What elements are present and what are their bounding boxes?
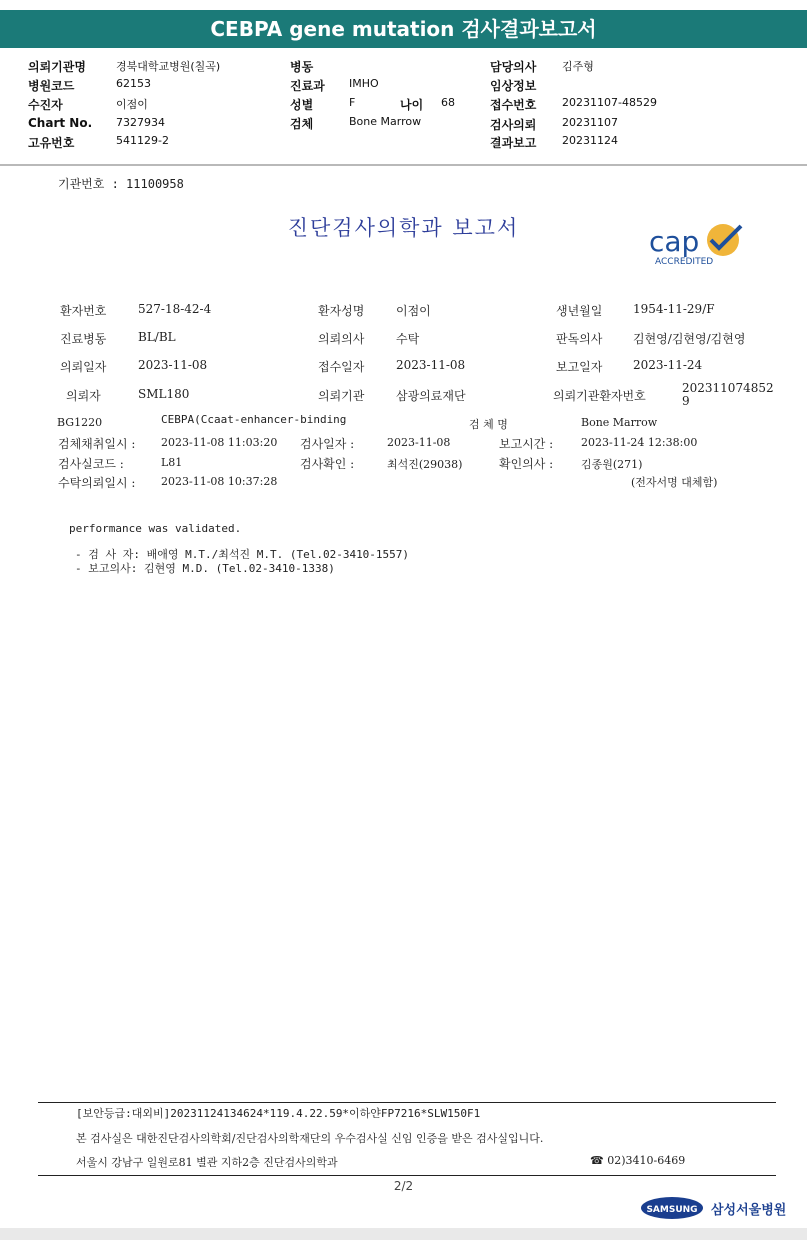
test-value: 2023-11-08: [387, 436, 451, 449]
test-name: CEBPA(Ccaat-enhancer-binding: [161, 413, 347, 426]
header-label: 수진자: [28, 98, 63, 112]
org-number: 기관번호 : 11100958: [58, 177, 184, 191]
header-value: 62153: [116, 77, 151, 90]
header-value: 이점이: [116, 98, 148, 111]
header-label: 성별: [290, 98, 314, 112]
header-label: 결과보고: [490, 136, 537, 150]
patient-value: 이점이: [396, 304, 431, 318]
tester-line: - 검 사 자: 배애영 M.T./최석진 M.T. (Tel.02-3410-1557): [75, 548, 410, 561]
header-value: IMHO: [349, 77, 379, 90]
patient-value: SML180: [138, 387, 190, 401]
patient-label: 접수일자: [318, 360, 365, 374]
test-code: BG1220: [57, 416, 103, 429]
test-label: 확인의사 :: [499, 457, 554, 471]
header-label: Chart No.: [28, 116, 93, 130]
test-label: 검사실코드 :: [58, 457, 124, 471]
test-value: 최석진(29038): [387, 458, 463, 471]
cap-logo-text: cap: [649, 225, 700, 258]
test-label: 수탁의뢰일시 :: [58, 476, 136, 490]
header-value: 7327934: [116, 116, 165, 129]
test-label: 검사일자 :: [300, 437, 355, 451]
header-label: 나이: [400, 98, 424, 112]
cert-line: 본 검사실은 대한진단검사의학회/진단검사의학재단의 우수검사실 신임 인증을 받은 검사실입니다.: [76, 1132, 544, 1145]
test-value: 2023-11-08 10:37:28: [161, 475, 278, 488]
hospital-name: 삼성서울병원: [711, 1203, 787, 1218]
test-value: 김종원(271): [581, 458, 643, 471]
samsung-logo: [640, 1196, 704, 1220]
header-value: F: [349, 96, 356, 109]
cap-accredited-logo: [647, 220, 757, 268]
test-label: 보고시간 :: [499, 437, 554, 451]
test-value: 2023-11-08 11:03:20: [161, 436, 278, 449]
header-divider: [0, 164, 807, 166]
patient-value: BL/BL: [138, 330, 176, 344]
patient-value: 2023-11-08: [138, 358, 208, 372]
phone-line: ☎ 02)3410-6469: [590, 1154, 686, 1167]
report-banner-title: CEBPA gene mutation 검사결과보고서: [0, 10, 807, 48]
patient-value: 2023-11-08: [396, 358, 466, 372]
header-value: 20231124: [562, 134, 618, 147]
reporter-line: - 보고의사: 김현영 M.D. (Tel.02-3410-1338): [75, 562, 335, 575]
esign-note: (전자서명 대체함): [631, 476, 718, 489]
patient-label: 판독의사: [556, 332, 603, 346]
header-value: Bone Marrow: [349, 115, 422, 128]
patient-label: 의뢰의사: [318, 332, 365, 346]
address-line: 서울시 강남구 일원로81 별관 지하2층 진단검사의학과: [76, 1156, 338, 1169]
patient-label: 보고일자: [556, 360, 603, 374]
patient-value: 2023-11-24: [633, 358, 703, 372]
patient-label: 의뢰기관환자번호: [553, 389, 646, 403]
test-label: 검사확인 :: [300, 457, 355, 471]
patient-label: 환자성명: [318, 304, 365, 318]
patient-label: 의뢰기관: [318, 389, 365, 403]
header-label: 담당의사: [490, 60, 537, 74]
patient-label: 의뢰일자: [60, 360, 107, 374]
test-value: L81: [161, 456, 183, 469]
patient-label: 의뢰자: [66, 389, 101, 403]
patient-value: 수탁: [396, 332, 420, 346]
header-label: 병원코드: [28, 79, 75, 93]
patient-value: 202311074852: [682, 381, 774, 395]
header-value: 541129-2: [116, 134, 169, 147]
header-label: 접수번호: [490, 98, 537, 112]
patient-value: 527-18-42-4: [138, 302, 212, 316]
header-label: 검체: [290, 117, 314, 131]
security-line: [보안등급:대외비]20231124134624*119.4.22.59*이하얀FP7216*SLW150F1: [76, 1107, 481, 1120]
patient-label: 진료병동: [60, 332, 107, 346]
header-label: 의뢰기관명: [28, 60, 86, 74]
header-label: 검사의뢰: [490, 118, 537, 132]
header-value: 20231107-48529: [562, 96, 657, 109]
header-value: 68: [441, 96, 455, 109]
patient-value: 김현영/김현영/김현영: [633, 332, 746, 346]
patient-value-wrap: 9: [682, 394, 690, 408]
header-label: 고유번호: [28, 136, 75, 150]
patient-value: 1954-11-29/F: [633, 302, 715, 316]
patient-label: 생년월일: [556, 304, 603, 318]
header-label: 진료과: [290, 79, 325, 93]
test-label: 검체채취일시 :: [58, 437, 136, 451]
patient-label: 환자번호: [60, 304, 107, 318]
bottom-bar: [0, 1228, 807, 1240]
patient-value: 삼광의료재단: [396, 389, 466, 403]
report-title: 진단검사의학과 보고서: [287, 216, 520, 240]
test-value: Bone Marrow: [581, 416, 658, 429]
cap-logo-accredited: ACCREDITED: [655, 257, 714, 267]
header-value: 경북대학교병원(칠곡): [116, 60, 221, 73]
performance-text: performance was validated.: [69, 522, 242, 535]
header-value: 김주형: [562, 60, 594, 73]
test-label: 검 체 명: [469, 418, 508, 431]
header-value: 20231107: [562, 116, 618, 129]
test-value: 2023-11-24 12:38:00: [581, 436, 698, 449]
header-label: 임상정보: [490, 79, 537, 93]
samsung-logo-text: SAMSUNG: [646, 1205, 698, 1215]
header-label: 병동: [290, 60, 314, 74]
footer-divider-bottom: [38, 1175, 776, 1176]
footer-divider-top: [38, 1102, 776, 1103]
page-number: 2/2: [393, 1179, 414, 1193]
